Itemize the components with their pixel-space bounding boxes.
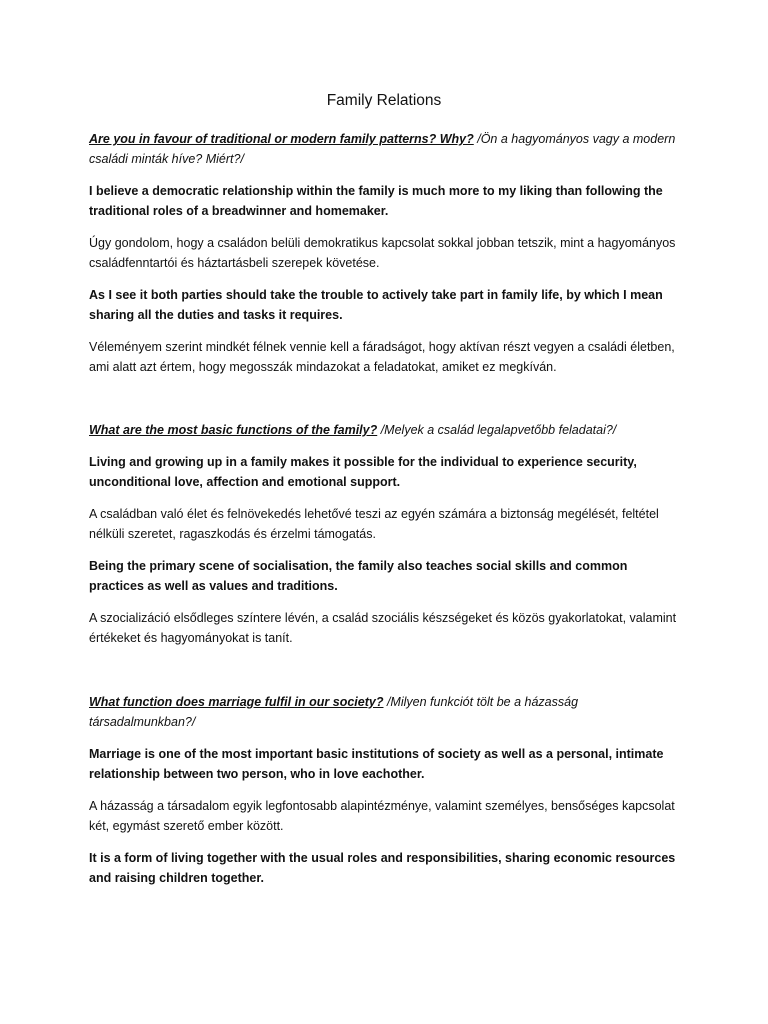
- answer-english: Marriage is one of the most important basic institutions of society as well as a personal, intimate relationship between two person, who in love eachother.: [89, 747, 664, 781]
- section-traditional-vs-modern: [89, 129, 679, 377]
- answer-hungarian: A családban való élet és felnövekedés lehetővé teszi az egyén számára a biztonság megélését, feltétel nélküli szeretet, ragaszkodás és érzelmi támogatás.: [89, 507, 659, 541]
- question-english: What function does marriage fulfil in our society?: [89, 695, 384, 709]
- answer-english: Living and growing up in a family makes it possible for the individual to experience security, unconditional love, affection and emotional support.: [89, 455, 637, 489]
- answer-hungarian: A szocializáció elsődleges színtere lévén, a család szociális készségeket és közös gyakorlatokat, valamint értékeket és hagyományokat is tanít.: [89, 611, 677, 645]
- section-family-functions: [89, 420, 679, 648]
- question-hungarian: /Melyek a család legalapvetőbb feladatai?/: [377, 423, 617, 437]
- document-body: [89, 129, 679, 900]
- section-spacer: [89, 389, 679, 420]
- section-spacer: [89, 660, 679, 692]
- answer-english: It is a form of living together with the usual roles and responsibilities, sharing economic resources and raising children together.: [89, 851, 676, 885]
- question-hungarian: /Ön a hagyományos vagy a modern családi minták híve? Miért?/: [89, 132, 676, 166]
- page-title: Family Relations: [326, 92, 442, 109]
- question-heading: [89, 129, 679, 169]
- question-english: Are you in favour of traditional or modern family patterns? Why?: [89, 132, 474, 146]
- question-hungarian: /Milyen funkciót tölt be a házasság társadalmunkban?/: [89, 695, 579, 729]
- section-marriage-function: [89, 692, 679, 888]
- answer-hungarian: Úgy gondolom, hogy a családon belüli demokratikus kapcsolat sokkal jobban tetszik, mint a hagyományos családfenntartói és háztartásbeli szerepek követése.: [89, 236, 676, 270]
- answer-hungarian: Véleményem szerint mindkét félnek vennie kell a fáradságot, hogy aktívan részt vegyen a családi életben, ami alatt azt értem, hogy megosszák mindazokat a feladatokat, amiket ez megkíván.: [89, 340, 675, 374]
- answer-english: As I see it both parties should take the trouble to actively take part in family life, by which I mean sharing all the duties and tasks it requires.: [89, 288, 663, 322]
- question-english: What are the most basic functions of the family?: [89, 423, 378, 437]
- question-heading: [89, 692, 679, 732]
- answer-english: Being the primary scene of socialisation, the family also teaches social skills and common practices as well as values and traditions.: [89, 559, 628, 593]
- answer-hungarian: A házasság a társadalom egyik legfontosabb alapintézménye, valamint személyes, bensőséges kapcsolat két, egymást szerető ember között.: [89, 799, 675, 833]
- answer-english: I believe a democratic relationship within the family is much more to my liking than following the traditional roles of a breadwinner and homemaker.: [89, 184, 663, 218]
- question-heading: [89, 420, 679, 440]
